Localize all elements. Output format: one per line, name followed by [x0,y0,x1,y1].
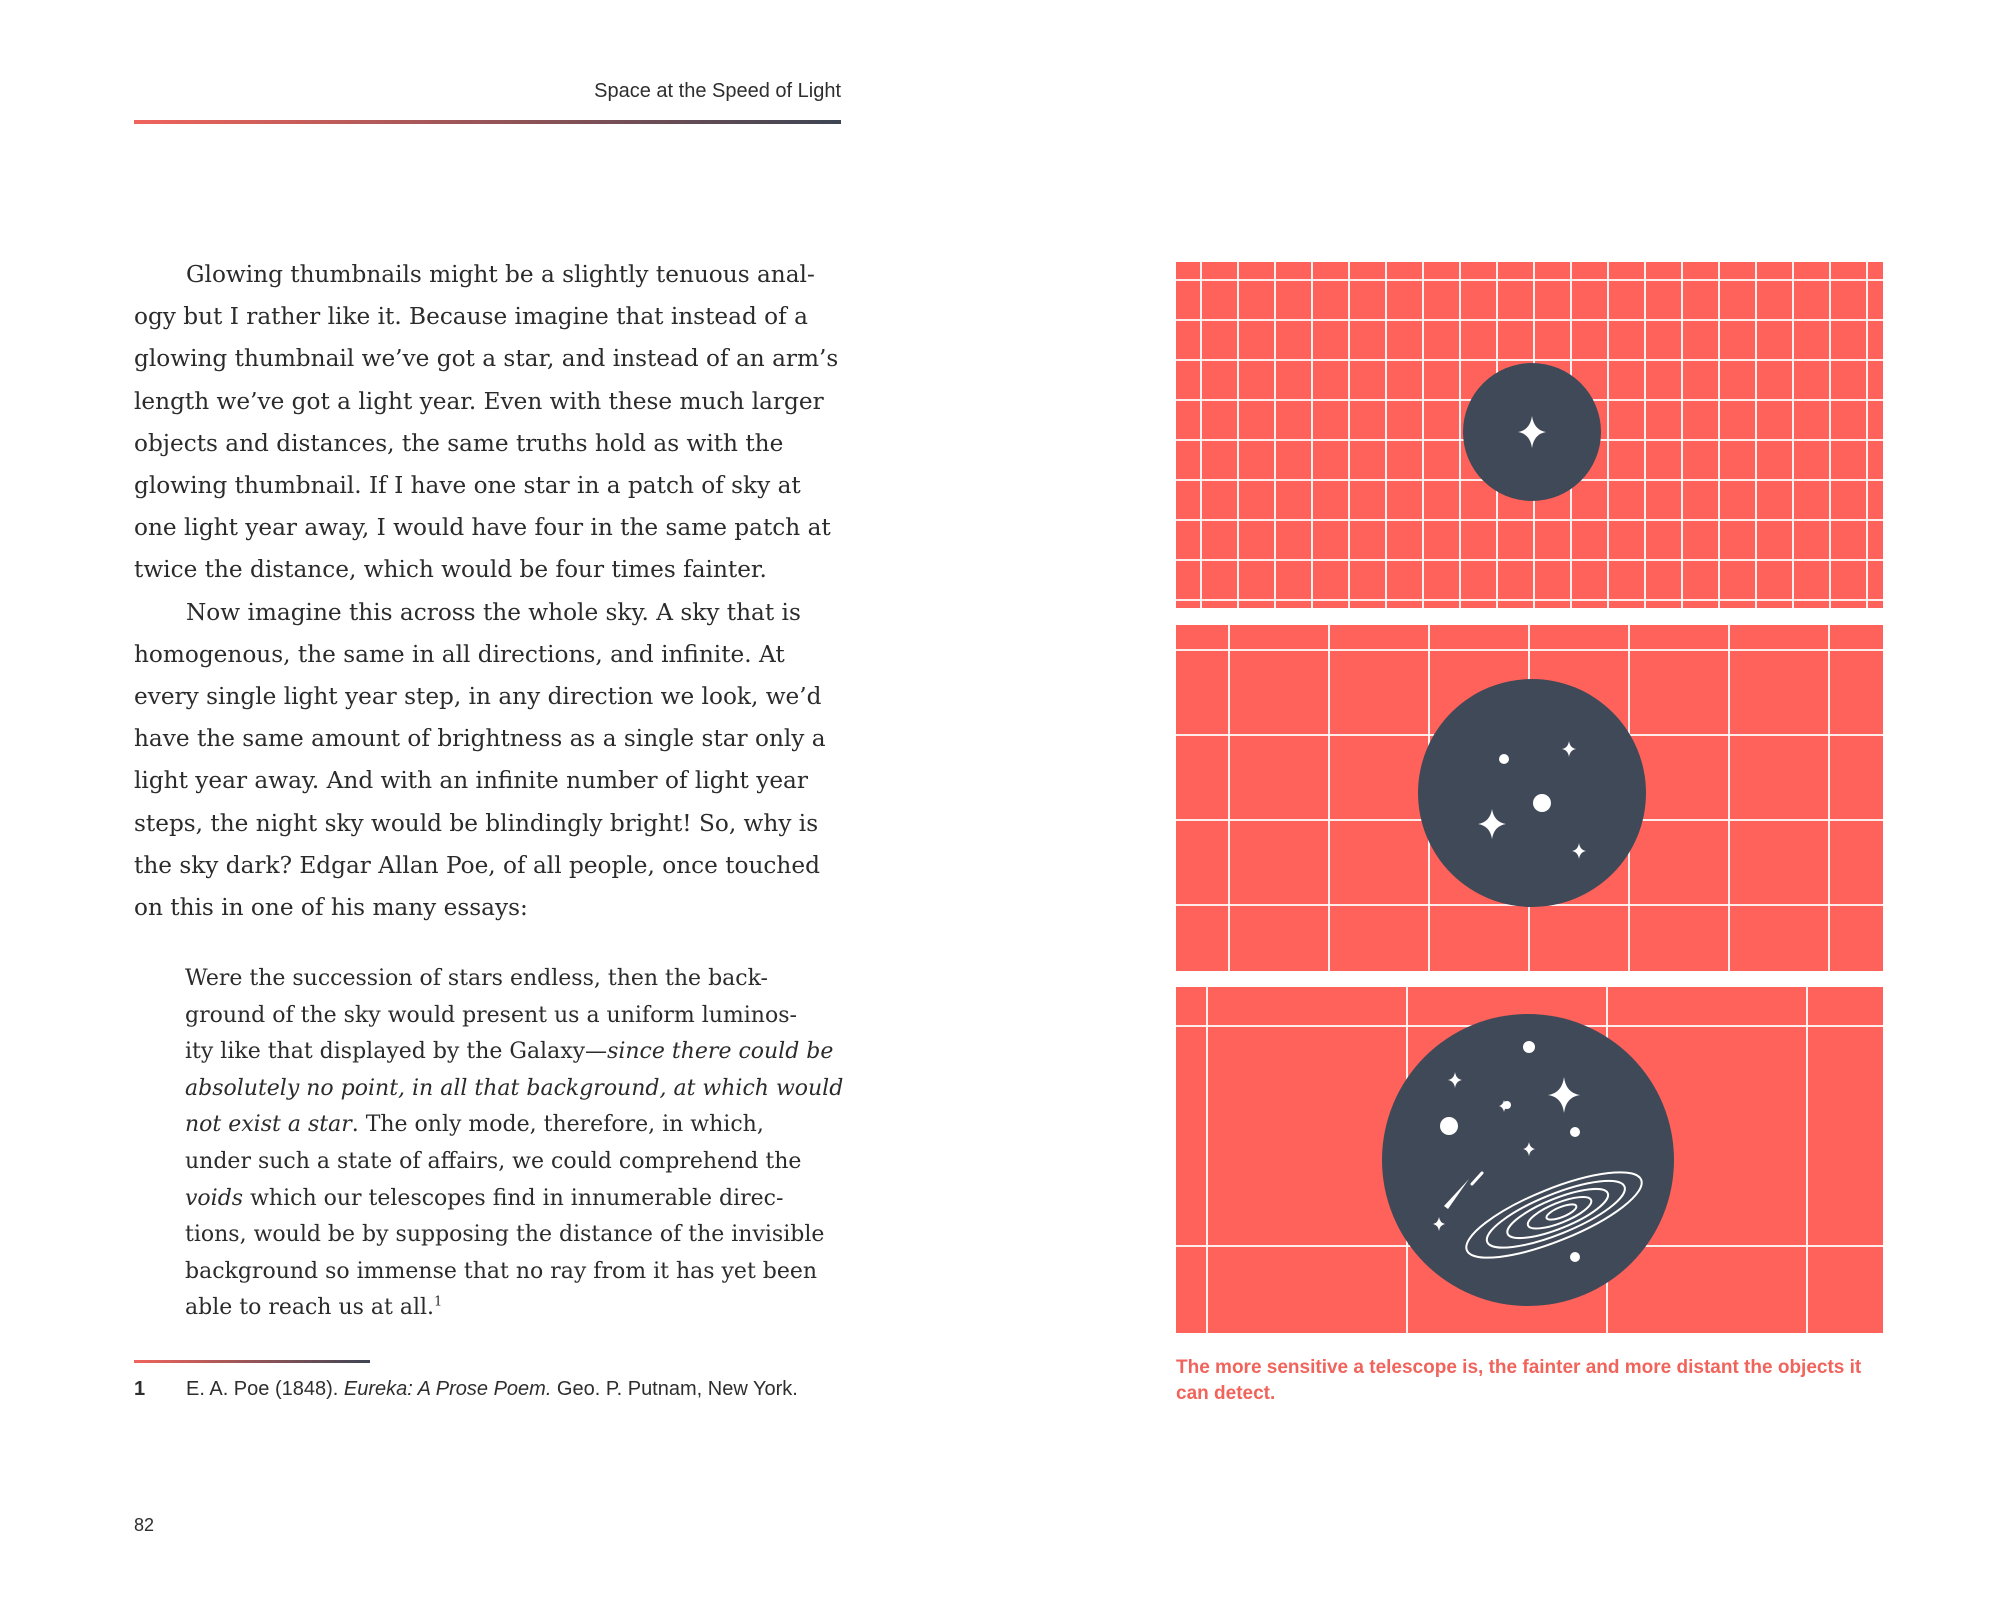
text-line: Glowing thumbnails might be a slightly tenuous anal- [186,261,815,288]
body-text [134,254,850,929]
text-line: ogy but I rather like it. Because imagine that instead of a [134,303,808,331]
telescope-view-circle [1382,1014,1674,1306]
text-line: twice the distance, which would be four times fainter. [134,556,767,584]
telescope-panel-3-graphic [1176,987,1883,1333]
quote-line [185,1034,855,1071]
quote-italic: not exist a star [185,1112,352,1138]
quote-italic: absolutely no point, in all that background, at which would [185,1075,844,1101]
quote-text: which our telescopes find in innumerable direc- [243,1185,784,1211]
text-line: on this in one of his many essays: [134,894,528,922]
paragraph-2 [134,592,850,634]
star-dot-icon [1533,794,1551,812]
text-line: the sky dark? Edgar Allan Poe, of all people, once touched [134,851,820,879]
text-line: glowing thumbnail. If I have one star in a patch of sky at [134,472,801,500]
text-line: glowing thumbnail we’ve got a star, and instead of an arm’s [134,345,839,373]
star-dot-icon [1570,1252,1580,1262]
quote-line [185,1181,855,1218]
page-number: 82 [134,1515,155,1535]
quote-line: tions, would be by supposing the distance of the invisible [185,1222,825,1248]
quote-text: ity like that displayed by the Galaxy— [185,1039,608,1065]
footnote-title: Eureka: A Prose Poem. [343,1378,552,1400]
footnote-reference[interactable]: 1 [434,1295,443,1311]
paragraph-2-cont [134,634,850,929]
star-dot-icon [1570,1127,1580,1137]
quote-line [185,1107,855,1144]
text-line: length we’ve got a light year. Even with these much larger [134,387,824,415]
footnote-number: 1 [134,1378,146,1400]
star-dot-icon [1523,1041,1535,1053]
telescope-panel-2 [1176,625,1883,971]
footnote-text: E. A. Poe (1848). [186,1378,344,1400]
running-head: Space at the Speed of Light [594,80,841,102]
telescope-panel-1 [1176,262,1883,608]
quote-line: background so immense that no ray from it has yet been [185,1258,818,1284]
text-line: objects and distances, the same truths hold as with the [134,429,784,457]
quote-line [185,1290,855,1327]
quote-italic: since there could be [607,1039,834,1065]
paragraph-1-cont [134,296,850,591]
text-line: homogenous, the same in all directions, and infinite. At [134,640,785,668]
header-rule [134,120,841,124]
text-line: light year away. And with an infinite number of light year [134,767,808,795]
quote-text: able to reach us at all. [185,1295,435,1321]
star-dot-icon [1440,1117,1458,1135]
footnote-rule [134,1360,370,1363]
telescope-panel-2-graphic [1176,625,1883,971]
text-line: Now imagine this across the whole sky. A sky that is [186,598,801,626]
text-line: have the same amount of brightness as a single star only a [134,725,826,753]
footnote-text: Geo. P. Putnam, New York. [551,1378,798,1400]
text-line: one light year away, I would have four in the same patch at [134,514,831,542]
star-dot-icon [1499,754,1509,764]
telescope-panel-1-graphic [1176,262,1883,608]
text-line: every single light year step, in any direction we look, we’d [134,683,822,711]
figure-caption: The more sensitive a telescope is, the fainter and more distant the objects it can detect. [1176,1357,1862,1404]
footnote [134,1378,874,1401]
quote-line [185,1071,855,1108]
quote-line: ground of the sky would present us a uniform luminos- [185,1002,797,1028]
quote-line: under such a state of affairs, we could comprehend the [185,1148,802,1174]
block-quote [185,961,855,1327]
text-line: steps, the night sky would be blindingly bright! So, why is [134,809,819,837]
telescope-panel-3 [1176,987,1883,1333]
telescope-view-circle [1418,679,1646,907]
quote-italic: voids [185,1185,244,1211]
quote-line: Were the succession of stars endless, then the back- [185,966,768,991]
paragraph-1 [134,254,850,296]
quote-text: . The only mode, therefore, in which, [351,1112,764,1138]
